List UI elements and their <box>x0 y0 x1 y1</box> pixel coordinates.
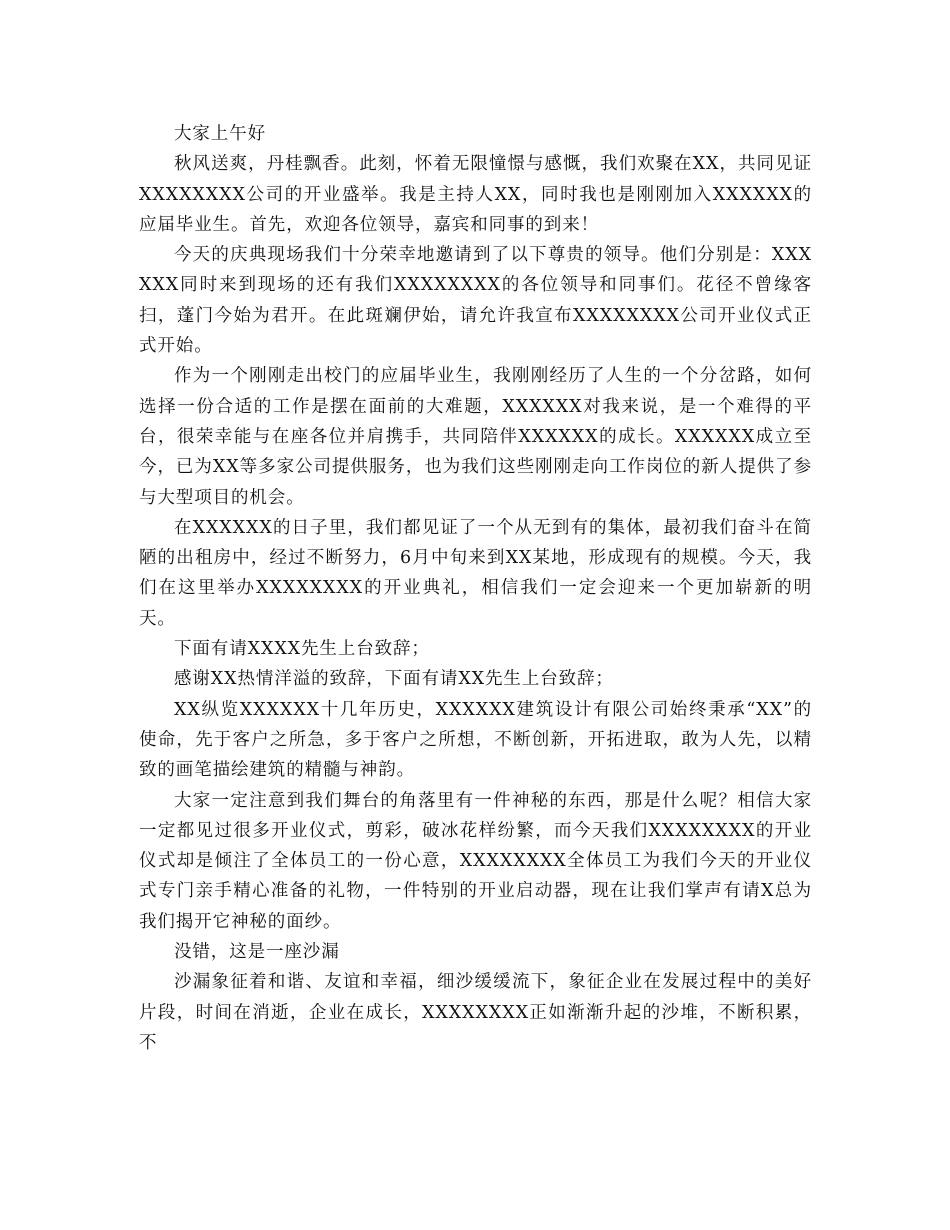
greeting-paragraph: 大家上午好 <box>174 124 266 144</box>
hourglass-reveal-paragraph: 没错，这是一座沙漏 <box>174 942 340 963</box>
history-paragraph: 在XXXXXX的日子里，我们都见证了一个从无到有的集体，最初我们奋斗在简陋的出租房中，经过不断努力，6月中旬来到XX某地，形成现有的规模。今天，我们在这里举办XXXXXXXX的开业典礼，相信我们一定会迎来一个更加崭新的明天。 <box>139 517 812 629</box>
mystery-object-paragraph: 大家一定注意到我们舞台的角落里有一件神秘的东西，那是什么呢？相信大家一定都见过很多开业仪式，剪彩，破冰花样纷繁，而今天我们XXXXXXXX的开业仪式却是倾注了全体员工的一份心意，XXXXXXXX全体员工为我们今天的开业仪式专门亲手精心准备的礼物，一件特别的开业启动器，现在让我们掌声有请X总为我们揭开它神秘的面纱。 <box>139 790 812 932</box>
hourglass-meaning-paragraph: 沙漏象征着和谐、友谊和幸福，细沙缓缓流下，象征企业在发展过程中的美好片段，时间在消逝，企业在成长，XXXXXXXX正如渐渐升起的沙堆，不断积累，不 <box>139 972 812 1053</box>
company-mission-paragraph: XX纵览XXXXXX十几年历史，XXXXXX建筑设计有限公司始终秉承“XX”的使命，先于客户之所急，多于客户之所想，不断创新，开拓进取，敢为人先，以精致的画笔描绘建筑的精髓与神韵。 <box>139 699 812 781</box>
thanks-paragraph: 感谢XX热情洋溢的致辞，下面有请XX先生上台致辞； <box>174 669 614 690</box>
speech-invite-paragraph: 下面有请XXXX先生上台致辞； <box>174 639 430 660</box>
opening-paragraph: 秋风送爽，丹桂飘香。此刻，怀着无限憧憬与感慨，我们欢聚在XX，共同见证XXXXXXXX公司的开业盛举。我是主持人XX，同时我也是刚刚加入XXXXXX的应届毕业生。首先，欢迎各位领导，嘉宾和同事的到来！ <box>139 154 812 235</box>
graduate-paragraph: 作为一个刚刚走出校门的应届毕业生，我刚刚经历了人生的一个分岔路，如何选择一份合适的工作是摆在面前的大难题，XXXXXX对我来说，是一个难得的平台，很荣幸能与在座各位并肩携手，共同陪伴XXXXXX的成长。XXXXXX成立至今，已为XX等多家公司提供服务，也为我们这些刚刚走向工作岗位的新人提供了参与大型项目的机会。 <box>139 366 812 508</box>
leaders-paragraph: 今天的庆典现场我们十分荣幸地邀请到了以下尊贵的领导。他们分别是：XXXXXX同时来到现场的还有我们XXXXXXXX的各位领导和同事们。花径不曾缘客扫，蓬门今始为君开。在此斑斓伊始，请允许我宣布XXXXXXXX公司开业仪式正式开始。 <box>139 245 812 357</box>
